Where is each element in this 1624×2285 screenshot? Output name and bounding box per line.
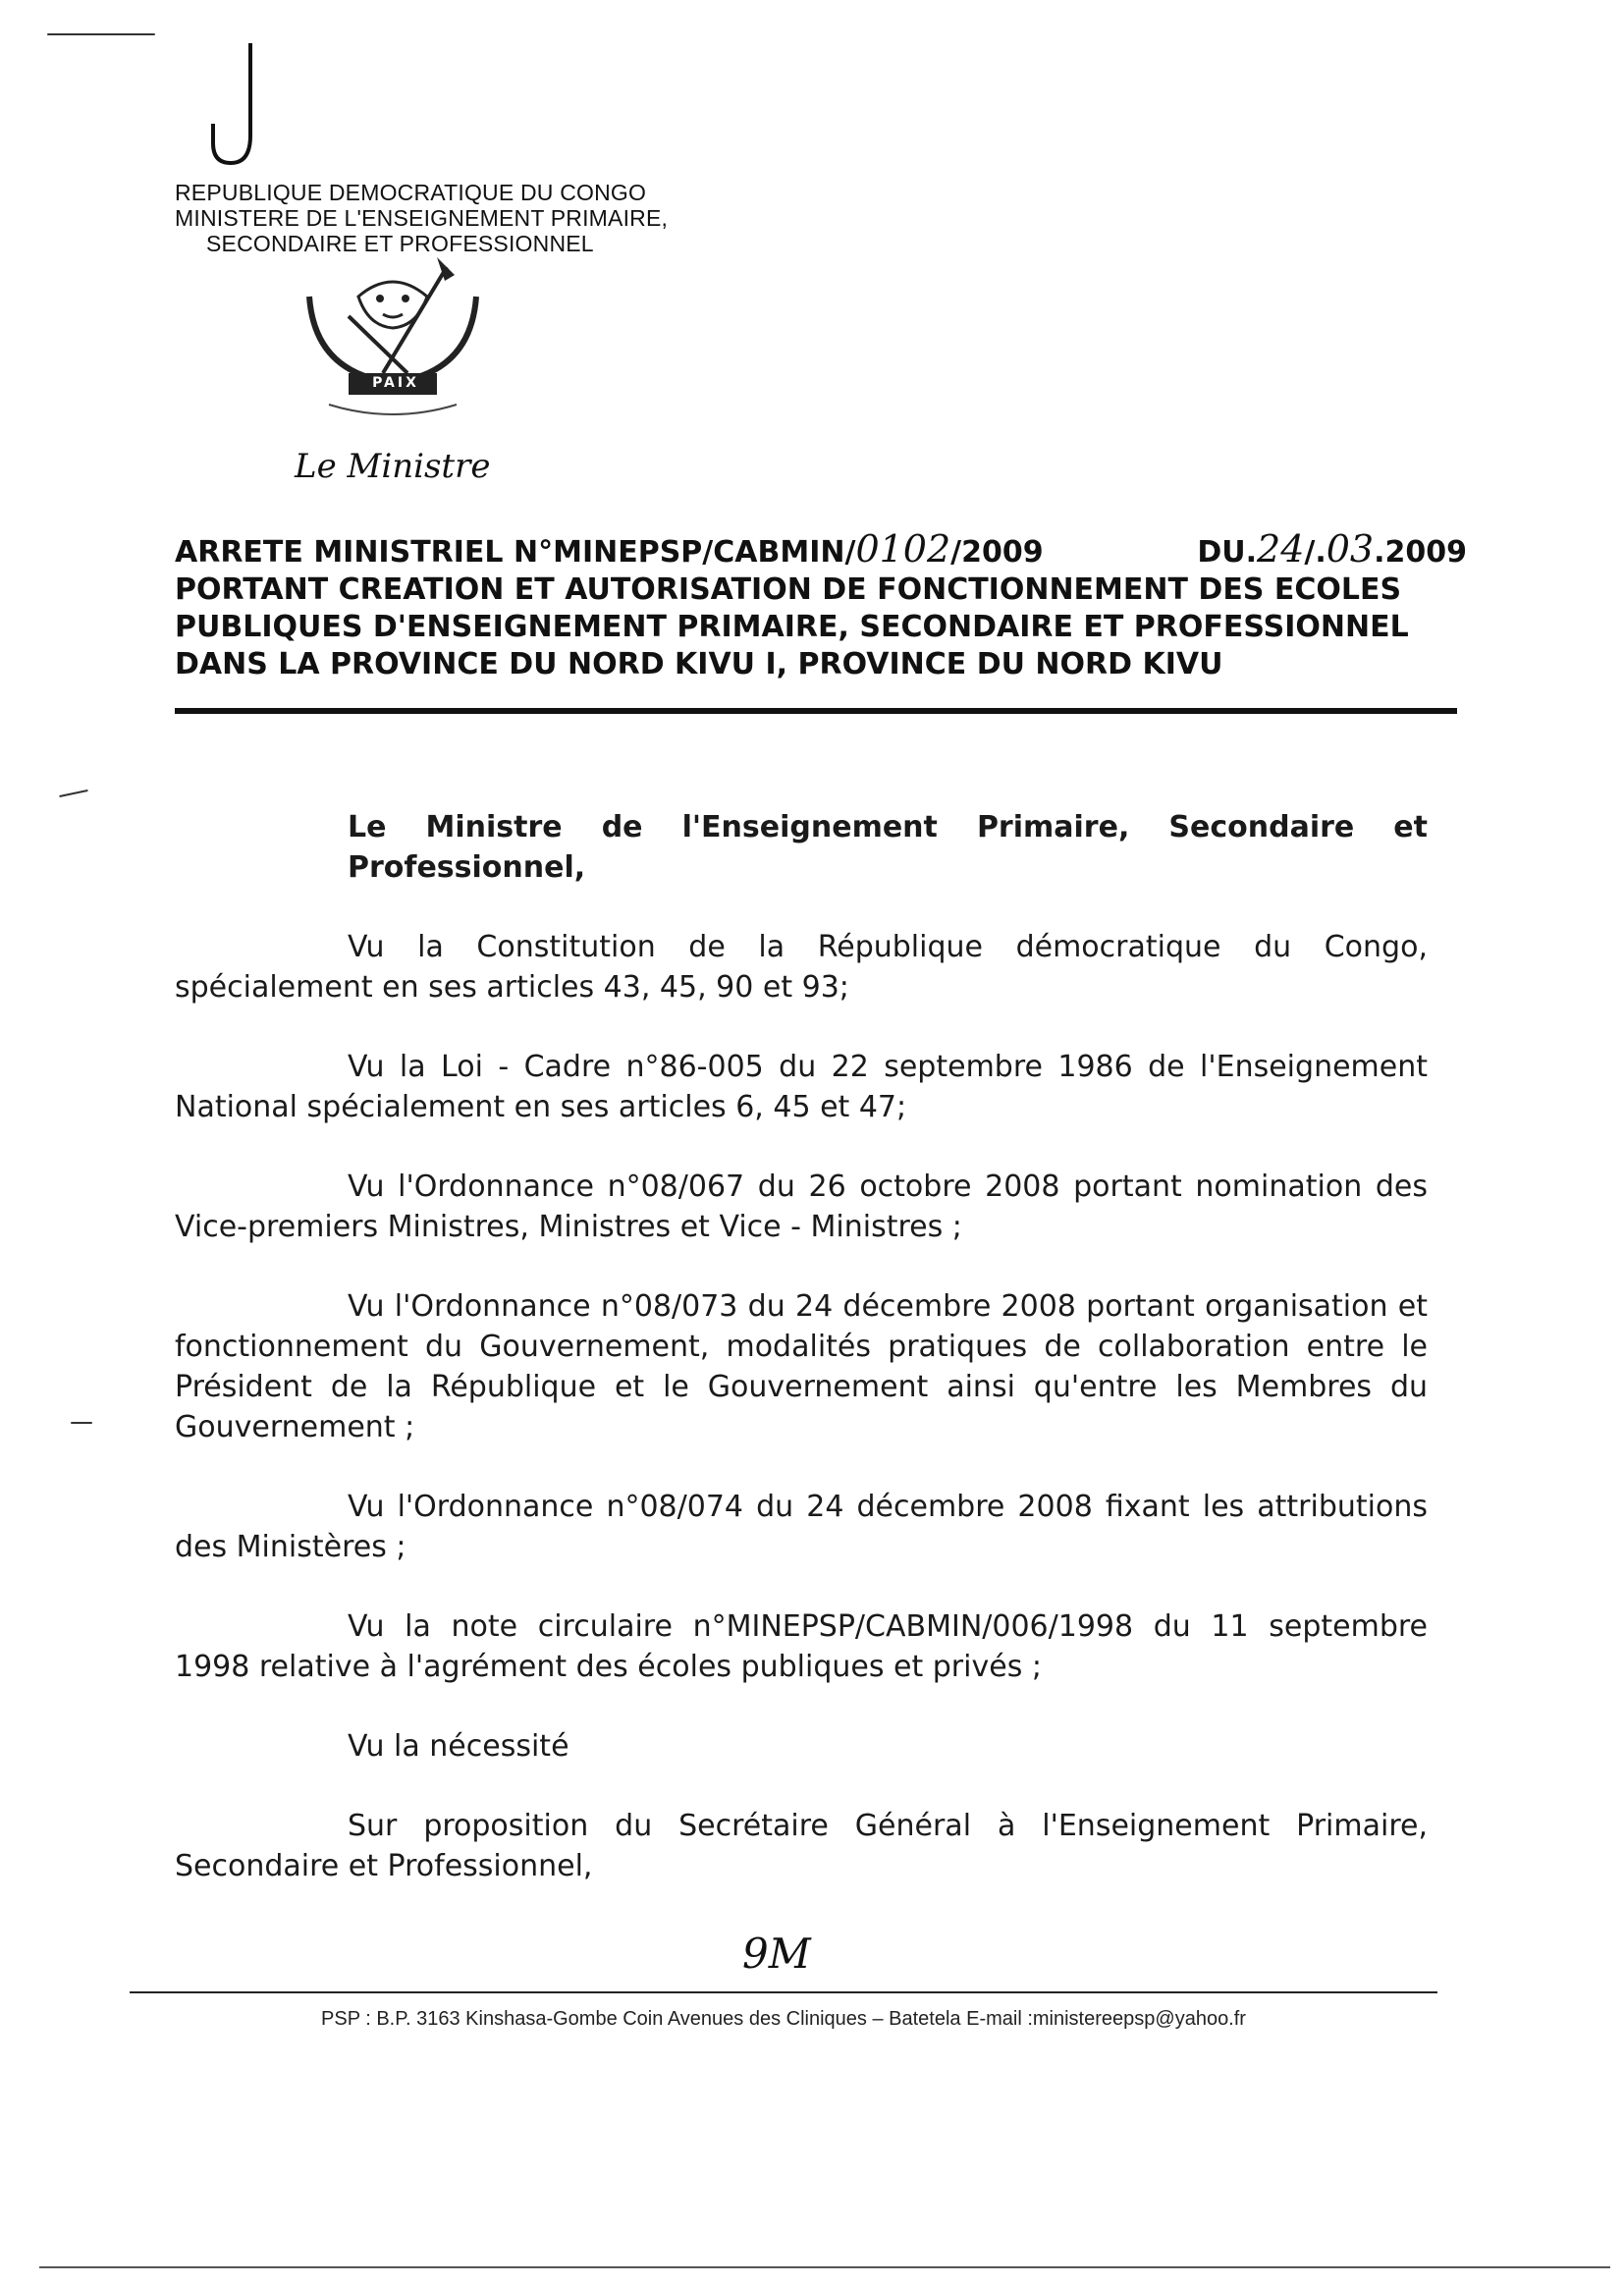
header-ministry: MINISTERE DE L'ENSEIGNEMENT PRIMAIRE, <box>175 205 669 231</box>
body-paragraph: Vu l'Ordonnance n°08/067 du 26 octobre 2008 portant nomination des Vice-premiers Ministres, Ministres et Vice - Ministres ; <box>175 1170 1428 1244</box>
decree-date-year: .2009 <box>1374 535 1467 570</box>
decree-body <box>175 807 1428 1926</box>
header-ministry-cont: SECONDAIRE ET PROFESSIONNEL <box>206 231 594 256</box>
body-paragraph: Vu la Constitution de la République démocratique du Congo, spécialement en ses articles 43, 45, 90 et 93; <box>175 930 1428 1005</box>
body-paragraph: Vu l'Ordonnance n°08/073 du 24 décembre 2008 portant organisation et fonctionnement du Gouvernement, modalités pratiques de collaboration entre le Président de la République et le Gouvernement ainsi qu'entre les Membres du Gouvernement ; <box>175 1289 1428 1444</box>
decree-title <box>175 527 1467 683</box>
decree-title-line-4: DANS LA PROVINCE DU NORD KIVU I, PROVINCE DU NORD KIVU <box>175 647 1223 681</box>
decree-title-line-1: ARRETE MINISTRIEL N°MINEPSP/CABMIN/0102/2009 DU.24/.03.2009 <box>175 527 1467 571</box>
coat-of-arms-icon <box>290 257 496 424</box>
footer-address: PSP : B.P. 3163 Kinshasa-Gombe Coin Avenues des Cliniques – Batetela E-mail :ministereepsp@yahoo.fr <box>321 2008 1246 2030</box>
decree-title-line-3: PUBLIQUES D'ENSEIGNEMENT PRIMAIRE, SECONDAIRE ET PROFESSIONNEL <box>175 610 1409 644</box>
decree-number-handwritten: 0102 <box>855 527 951 571</box>
handwritten-initials: 9M <box>742 1930 811 1978</box>
decree-ref: ARRETE MINISTRIEL N°MINEPSP/CABMIN/ <box>175 535 856 570</box>
body-paragraph: Vu la note circulaire n°MINEPSP/CABMIN/006/1998 du 11 septembre 1998 relative à l'agrément des écoles publiques et privés ; <box>175 1609 1428 1684</box>
scan-mark <box>71 1422 92 1424</box>
title-divider <box>175 708 1457 714</box>
header-country: REPUBLIQUE DEMOCRATIQUE DU CONGO <box>175 180 647 205</box>
decree-month-handwritten: 03 <box>1326 527 1375 571</box>
footer-divider <box>130 1991 1437 1993</box>
body-paragraph: Sur proposition du Secrétaire Général à l'Enseignement Primaire, Secondaire et Professionnel, <box>175 1809 1428 1883</box>
minister-label: Le Ministre <box>295 447 491 486</box>
emblem-motto: PAIX <box>372 375 419 391</box>
decree-day-handwritten: 24 <box>1257 527 1305 571</box>
page-edge-line <box>39 2266 1610 2268</box>
scan-mark <box>59 789 88 797</box>
body-paragraph: Vu l'Ordonnance n°08/074 du 24 décembre 2008 fixant les attributions des Ministères ; <box>175 1490 1428 1564</box>
body-paragraph: Vu la nécessité <box>348 1729 569 1764</box>
decree-ref-year: /2009 <box>950 535 1044 570</box>
decree-du: DU. <box>1197 535 1258 570</box>
body-intro: Le Ministre de l'Enseignement Primaire, Secondaire et Professionnel, <box>348 810 1428 885</box>
scan-mark <box>47 33 155 35</box>
body-paragraph: Vu la Loi - Cadre n°86-005 du 22 septembre 1986 de l'Enseignement National spécialement en ses articles 6, 45 et 47; <box>175 1050 1428 1124</box>
decree-title-line-2: PORTANT CREATION ET AUTORISATION DE FONCTIONNEMENT DES ECOLES <box>175 572 1402 607</box>
handwritten-initial-icon <box>201 37 270 175</box>
letterhead <box>175 180 668 256</box>
